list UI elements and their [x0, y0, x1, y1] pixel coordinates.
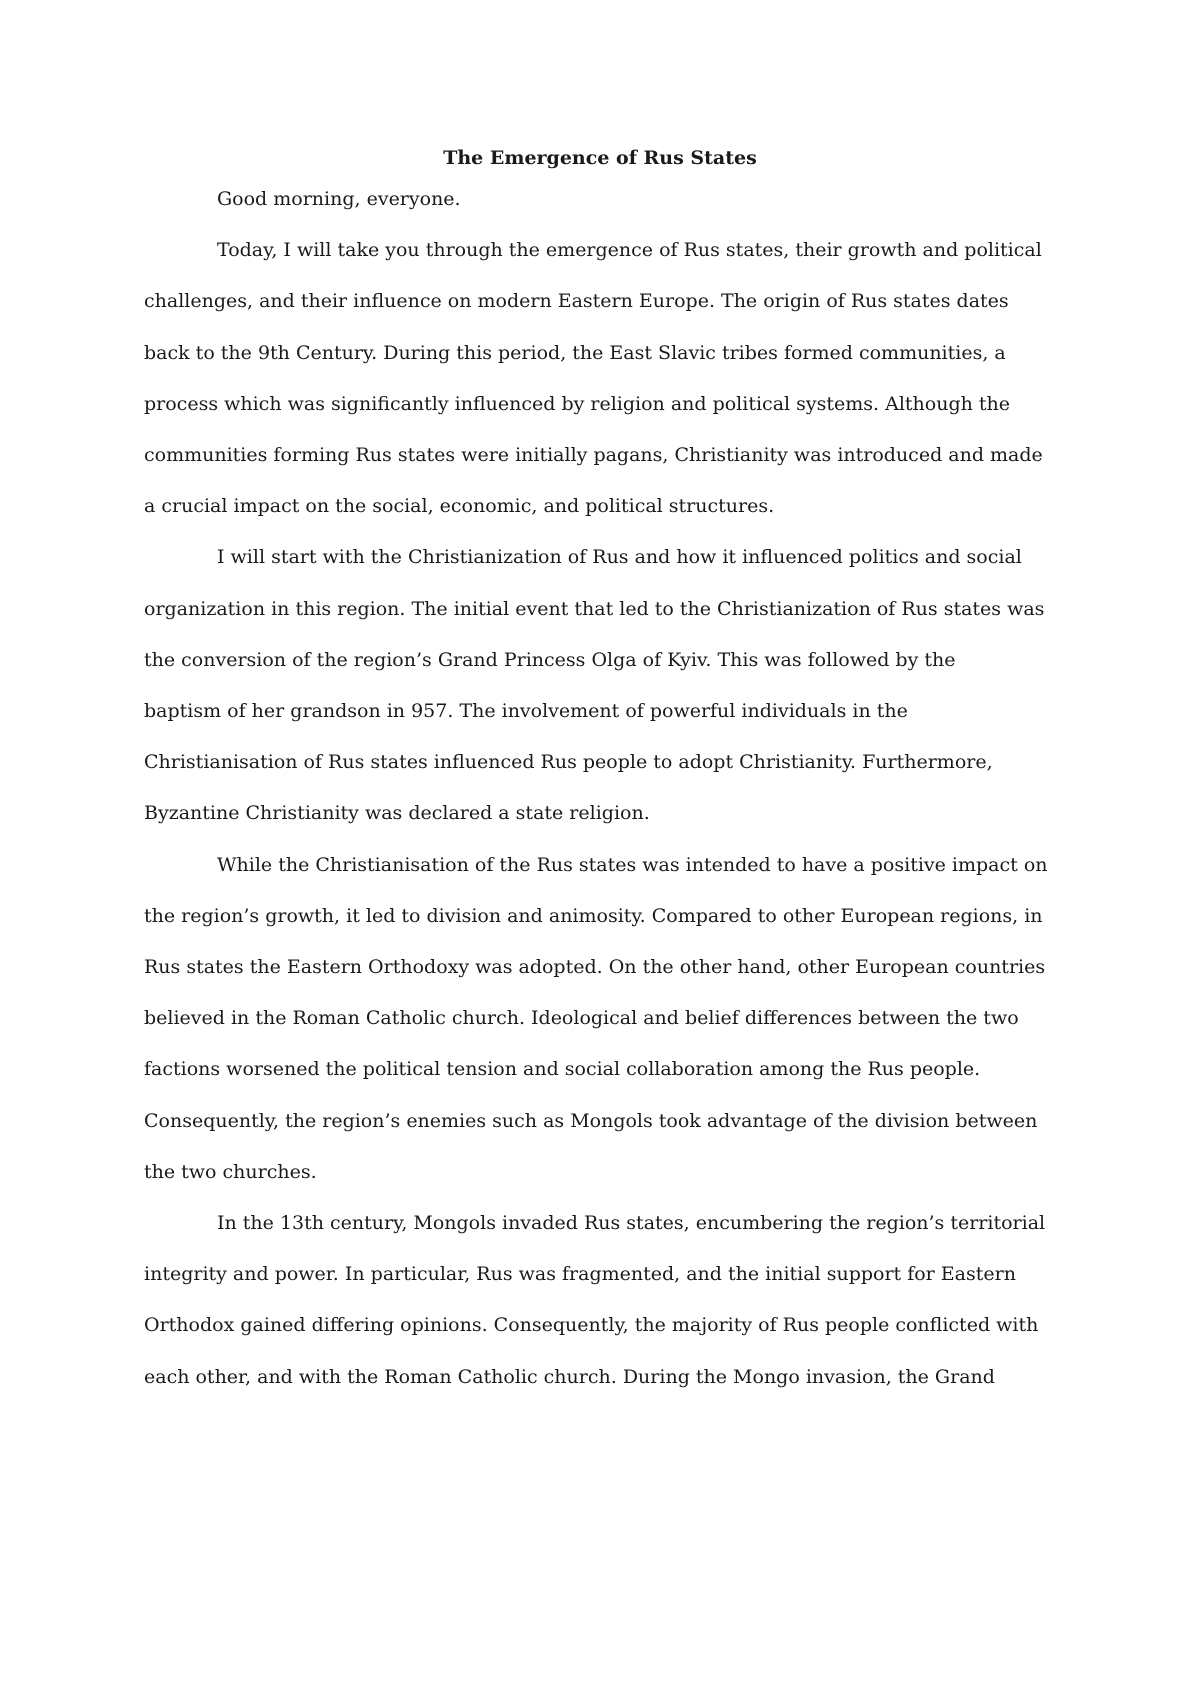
body-text-line: baptism of her grandson in 957. The involvement of powerful individuals in the: [144, 700, 908, 722]
body-text-line: believed in the Roman Catholic church. Ideological and belief differences between the two: [144, 1007, 1019, 1029]
body-text-line: Good morning, everyone.: [217, 188, 461, 210]
body-text-line: Consequently, the region’s enemies such as Mongols took advantage of the division between: [144, 1110, 1038, 1132]
body-text-line: While the Christianisation of the Rus states was intended to have a positive impact on: [217, 854, 1048, 876]
body-text-line: a crucial impact on the social, economic, and political structures.: [144, 495, 775, 517]
body-text-line: Today, I will take you through the emergence of Rus states, their growth and political: [217, 239, 1042, 261]
body-text-line: In the 13th century, Mongols invaded Rus states, encumbering the region’s territorial: [217, 1212, 1046, 1234]
body-text-line: Rus states the Eastern Orthodoxy was adopted. On the other hand, other European countries: [144, 956, 1046, 978]
body-text-line: process which was significantly influenced by religion and political systems. Although the: [144, 393, 1010, 415]
body-text-line: organization in this region. The initial event that led to the Christianization of Rus states was: [144, 598, 1045, 620]
body-text-line: challenges, and their influence on modern Eastern Europe. The origin of Rus states dates: [144, 290, 1009, 312]
body-text-line: Orthodox gained differing opinions. Consequently, the majority of Rus people conflicted with: [144, 1314, 1039, 1336]
body-text-line: back to the 9th Century. During this period, the East Slavic tribes formed communities, a: [144, 342, 1006, 364]
body-text-line: the region’s growth, it led to division and animosity. Compared to other European regions, in: [144, 905, 1043, 927]
body-text-line: the conversion of the region’s Grand Princess Olga of Kyiv. This was followed by the: [144, 649, 956, 671]
body-text-line: each other, and with the Roman Catholic church. During the Mongo invasion, the Grand: [144, 1366, 995, 1388]
body-text-line: integrity and power. In particular, Rus was fragmented, and the initial support for Eastern: [144, 1263, 1016, 1285]
body-text-line: Byzantine Christianity was declared a state religion.: [144, 802, 650, 824]
body-text-line: I will start with the Christianization of Rus and how it influenced politics and social: [217, 546, 1022, 568]
body-text-line: the two churches.: [144, 1161, 317, 1183]
body-text-line: factions worsened the political tension and social collaboration among the Rus people.: [144, 1058, 981, 1080]
body-text-line: communities forming Rus states were initially pagans, Christianity was introduced and made: [144, 444, 1043, 466]
body-text-line: Christianisation of Rus states influenced Rus people to adopt Christianity. Furthermore,: [144, 751, 993, 773]
document-title: The Emergence of Rus States: [443, 147, 757, 169]
